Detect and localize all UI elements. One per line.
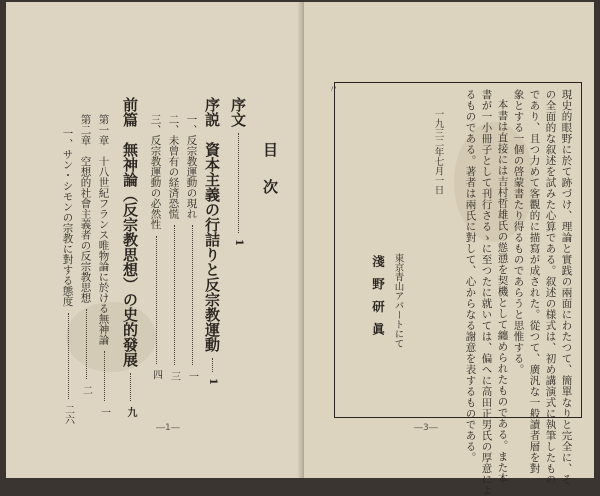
- page-folio: ―3―: [414, 423, 438, 433]
- toc-leader: [211, 358, 213, 372]
- toc-leader: [103, 351, 105, 401]
- toc-entry: [168, 114, 179, 381]
- toc-leader: [173, 225, 175, 365]
- toc-page-number: 1: [207, 378, 218, 385]
- toc-entry: [150, 114, 161, 380]
- contents-heading: 目次: [261, 142, 279, 216]
- left-page-contents: [6, 2, 302, 478]
- toc-page-number: 二: [80, 385, 92, 395]
- toc-leader: [191, 225, 193, 365]
- toc-leader: [237, 133, 239, 233]
- toc-entry-title: 一、サン・シモンの宗教に對する態度: [61, 128, 74, 307]
- toc-leader: [85, 309, 87, 379]
- toc-entry: [80, 114, 91, 395]
- toc-entry: [204, 97, 219, 385]
- toc-entry-title: 序説 資本主義の行詰りと反宗教運動: [203, 97, 221, 352]
- preface-date: 一九三二年七月一日: [432, 109, 444, 195]
- toc-entry-title: 前篇 無神論（反宗教思想）の史的發展: [121, 97, 139, 367]
- signature-place: 東京青山アパートにて: [392, 253, 404, 348]
- toc-page-number: 一: [186, 371, 198, 381]
- toc-entry: [62, 128, 73, 425]
- toc-page-number: 一: [98, 407, 110, 417]
- preface-line: の全面的な叙述を試みた心算である。叙述の様式は、初め講演式に執筆したもの: [544, 89, 557, 485]
- toc-page-number: 1: [233, 239, 244, 246]
- top-mark: 〃: [326, 84, 337, 94]
- toc-entry-title: 第一章 十八世紀フランス唯物論に於ける無神論: [97, 114, 110, 345]
- preface-line: 本書は直接には吉村哲雄氏の慫慂を契機として纏められたものである。また本: [496, 99, 509, 484]
- toc-leader: [67, 313, 69, 399]
- author-signature: 淺野研眞: [370, 255, 386, 345]
- preface-line: 現史的眼野に於て跡づけ、理論と實践の兩面にわたつて、簡單なりと完全に、そ: [560, 89, 573, 485]
- toc-entry: [98, 114, 109, 417]
- toc-entry: [122, 97, 137, 417]
- toc-page-number: 三: [168, 371, 180, 381]
- right-page-preface: [304, 2, 594, 496]
- page-folio: ―1―: [156, 423, 180, 433]
- toc-entry-title: 三、反宗教運動の必然性: [149, 114, 162, 230]
- toc-entry: [186, 114, 197, 381]
- toc-entry-title: 二、未曾有の経済恐慌: [167, 114, 180, 219]
- preface-line: るものである。著者は兩氏に對して、心からなる謝意を表するものである。: [464, 89, 477, 463]
- book-spread: [6, 2, 594, 496]
- toc-page-number: 二六: [62, 404, 74, 425]
- preface-line: であり、且つ力めて客觀的に描寫が成された。從つて、廣汎な一般讀者層を對: [528, 89, 541, 474]
- toc-entry-title: 第二章 空想的社會主義者の反宗教思想: [79, 114, 92, 303]
- preface-line: 象とする一個の啓蒙書たり得るものであらうと思惟する。: [512, 89, 525, 375]
- toc-leader: [155, 236, 157, 364]
- preface-frame: [334, 82, 582, 496]
- toc-page-number: 九: [125, 407, 136, 417]
- preface-line: 書が一小冊子として刊行さるゝに至つたに就いては、偏へに高田正男氏の厚意によ: [480, 89, 493, 496]
- toc-entry-title: 一、反宗教運動の現れ: [185, 114, 198, 219]
- toc-page-number: 四: [150, 369, 162, 380]
- toc-leader: [129, 373, 131, 401]
- toc-entry-title: 序文: [229, 97, 247, 127]
- toc-entry: [230, 97, 245, 246]
